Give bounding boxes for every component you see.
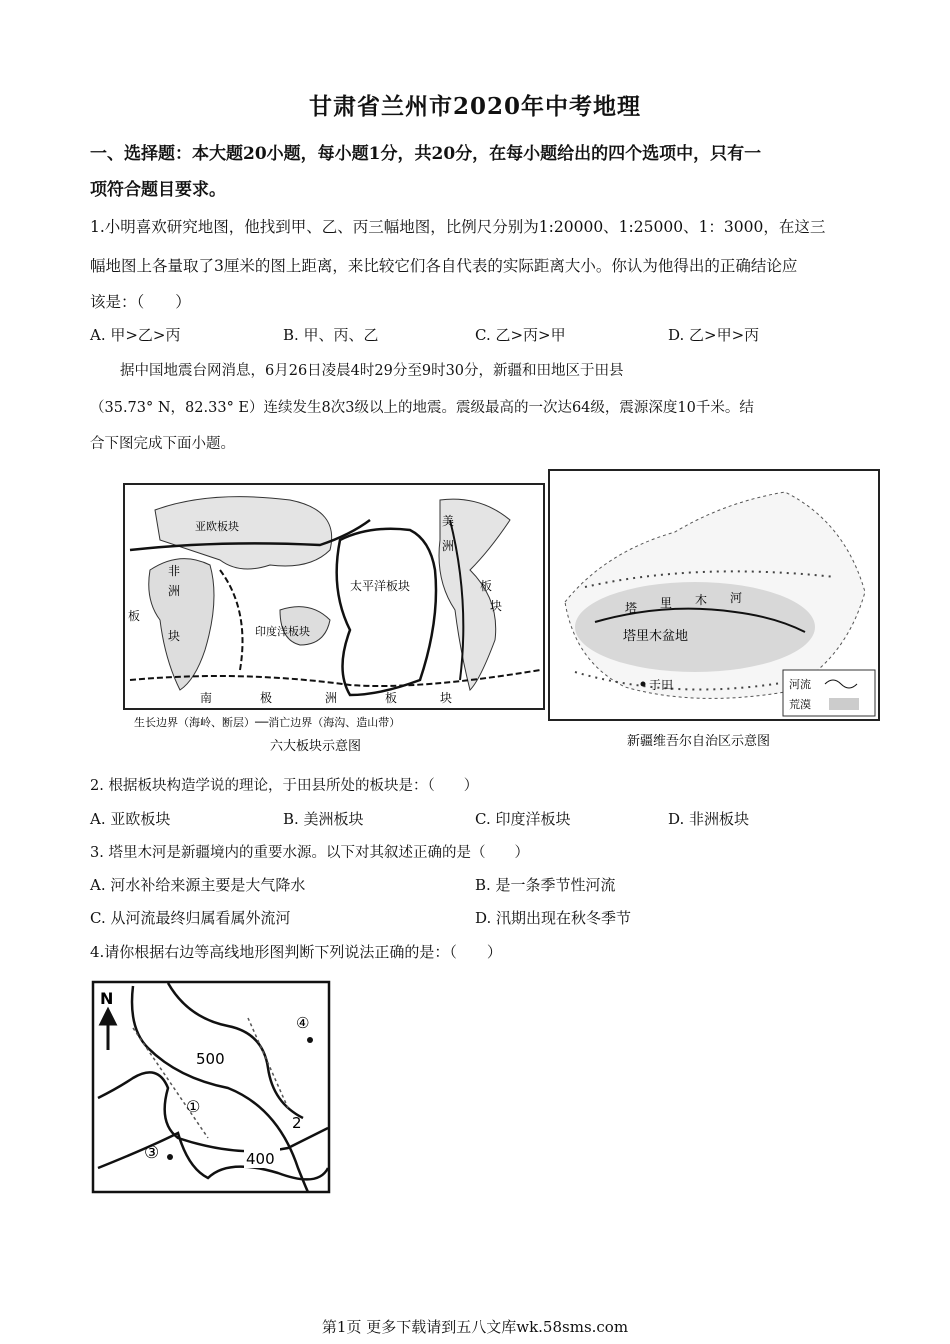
q3-stem: 3. 塔里木河是新疆境内的重要水源。以下对其叙述正确的是（ ） <box>90 845 529 861</box>
contour-500-label: 500 <box>196 1050 225 1068</box>
label-antarctic-4: 板 <box>385 691 398 705</box>
label-indian: 印度洋板块 <box>255 625 310 638</box>
label-america-4: 块 <box>490 599 503 613</box>
label-pacific: 太平洋板块 <box>350 579 411 593</box>
section-heading-line2: 项符合题目要求。 <box>90 180 226 200</box>
q3-option-d: D. 汛期出现在秋冬季节 <box>475 909 632 927</box>
label-antarctic-1: 南 <box>200 691 213 705</box>
q2-stem: 2. 根据板块构造学说的理论，于田县所处的板块是：（ ） <box>90 778 479 794</box>
label-africa-4: 块 <box>168 629 181 643</box>
label-america-3: 板 <box>480 579 493 593</box>
passage-line1: 据中国地震台网消息，6月26日凌晨4时29分至9时30分，新疆和田地区于田县 <box>120 363 624 379</box>
label-america-1: 美 <box>442 514 455 528</box>
label-antarctic-2: 极 <box>260 691 273 705</box>
q1-line1: 1.小明喜欢研究地图，他找到甲、乙、丙三幅地图，比例尺分别为1:20000、1:25000、1：3000，在这三 <box>90 218 826 236</box>
marker-3: ③ <box>144 1143 160 1163</box>
point-4 <box>307 1037 313 1043</box>
passage-line3: 合下图完成下面小题。 <box>90 436 235 452</box>
q1-option-d: D. 乙>甲>丙 <box>668 326 760 344</box>
section-heading <box>90 136 860 208</box>
passage-line2: （35.73° N，82.33° E）连续发生8次3级以上的地震。震级最高的一次达64级，震源深度10千米。结 <box>90 400 754 416</box>
legend-desert: 荒漠 <box>789 698 811 711</box>
label-river-1: 塔 <box>625 601 638 615</box>
q3-option-b: B. 是一条季节性河流 <box>475 876 616 894</box>
label-antarctic-3: 洲 <box>325 691 338 705</box>
point-3 <box>167 1154 173 1160</box>
q1-option-c: C. 乙>丙>甲 <box>475 326 566 344</box>
label-africa-3: 板 <box>128 609 141 623</box>
label-river-4: 河 <box>730 591 743 605</box>
legend-river: 河流 <box>789 678 811 691</box>
q1-line2: 幅地图上各量取了3厘米的图上距离，来比较它们各自代表的实际距离大小。你认为他得出的正确结论应 <box>90 257 798 275</box>
plates-map <box>120 480 550 760</box>
plates-legend: 生长边界（海岭、断层）──消亡边界（海沟、造山带） <box>134 716 401 729</box>
section-heading-line1: 一、选择题：本大题20小题，每小题1分，共20分，在每小题给出的四个选项中，只有一 <box>90 144 762 164</box>
marker-4: ④ <box>296 1014 310 1032</box>
label-basin: 塔里木盆地 <box>623 629 689 644</box>
q2-option-c: C. 印度洋板块 <box>475 810 571 828</box>
legend-desert-symbol <box>829 698 859 710</box>
contour-400-label: 400 <box>246 1150 275 1168</box>
label-africa-2: 洲 <box>168 584 181 598</box>
marker-1: ① <box>186 1097 201 1116</box>
label-america-2: 洲 <box>442 539 455 553</box>
label-yutian: 于田 <box>649 678 674 692</box>
label-river-2: 里 <box>660 596 673 610</box>
q3-option-c: C. 从河流最终归属看属外流河 <box>90 909 291 927</box>
marker-2: 2 <box>292 1114 302 1132</box>
contour-map <box>88 978 336 1198</box>
xinjiang-caption: 新疆维吾尔自治区示意图 <box>627 734 771 749</box>
q1-line3: 该是：（ ） <box>90 293 191 311</box>
q4-stem: 4.请你根据右边等高线地形图判断下列说法正确的是：（ ） <box>90 943 502 961</box>
q1-option-a: A. 甲>乙>丙 <box>90 326 181 344</box>
north-label: N <box>100 989 114 1008</box>
q1-option-b: B. 甲、丙、乙 <box>283 326 379 344</box>
yutian-dot <box>641 682 646 687</box>
label-eurasia: 亚欧板块 <box>195 520 239 533</box>
q3-option-a: A. 河水补给来源主要是大气降水 <box>90 876 306 894</box>
plates-caption: 六大板块示意图 <box>270 739 362 754</box>
page-title: 甘肃省兰州市2020年中考地理 <box>308 93 641 120</box>
q2-option-b: B. 美洲板块 <box>283 810 364 828</box>
q2-option-d: D. 非洲板块 <box>668 810 750 828</box>
label-africa-1: 非 <box>168 564 181 578</box>
page-footer: 第1页 更多下载请到五八文库wk.58sms.com <box>321 1318 629 1336</box>
label-antarctic-5: 块 <box>440 691 453 705</box>
xinjiang-map <box>545 462 885 752</box>
label-river-3: 木 <box>695 593 708 607</box>
q2-option-a: A. 亚欧板块 <box>90 810 171 828</box>
contour-frame <box>93 982 329 1192</box>
